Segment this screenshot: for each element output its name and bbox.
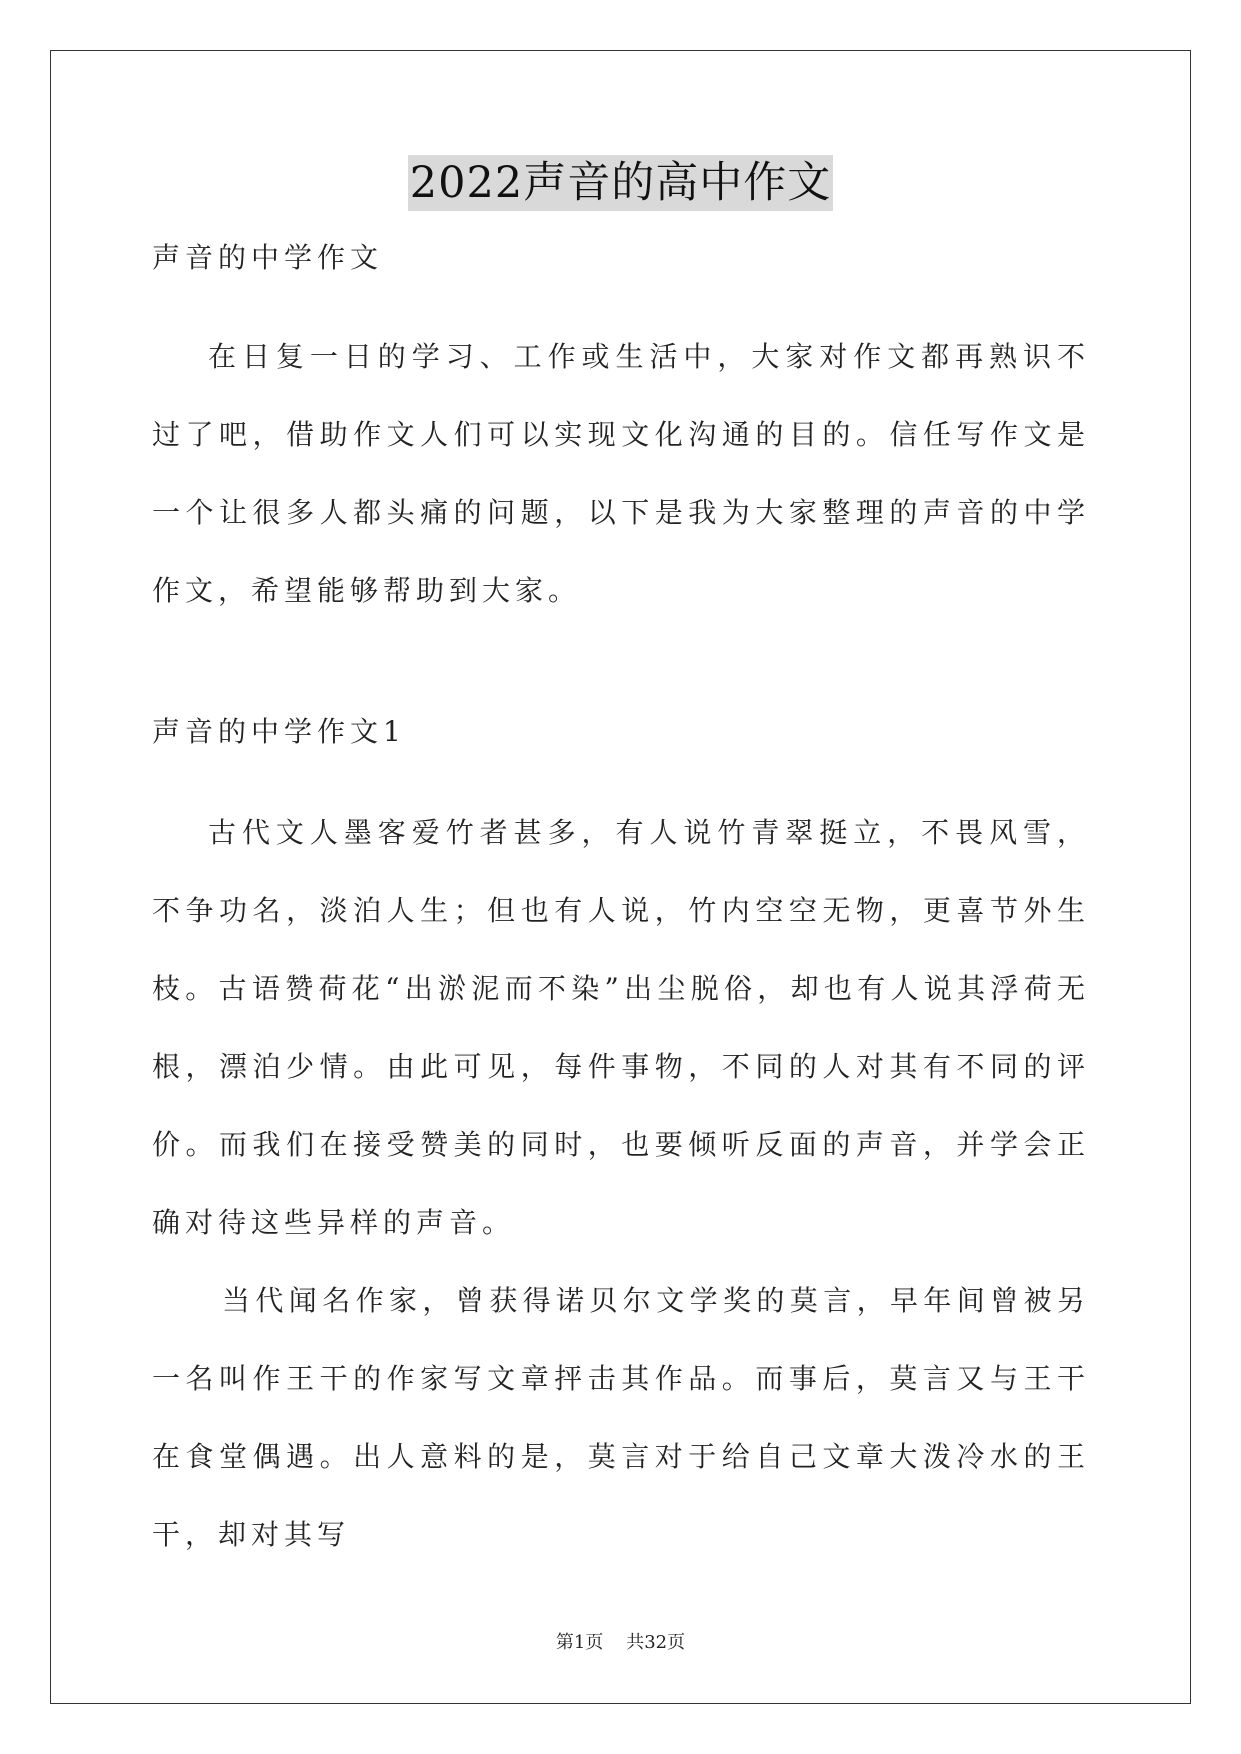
intro-paragraph: 在日复一日的学习、工作或生活中，大家对作文都再熟识不过了吧，借助作文人们可以实现文化沟通的目的。信任写作文是一个让很多人都头痛的问题，以下是我为大家整理的声音的中学作文，希望能够帮助到大家。 [152,340,1090,607]
page-footer [0,1628,1241,1654]
page-total: 共32页 [626,1632,686,1653]
document-title: 2022声音的高中作文 [408,155,833,211]
essay-1-paragraph: 当代闻名作家，曾获得诺贝尔文学奖的莫言，早年间曾被另一名叫作王干的作家写文章抨击其作品。而事后，莫言又与王干在食堂偶遇。出人意料的是，莫言对于给自己文章大泼冷水的王干，却对其写 [152,1284,1090,1551]
title-wrap [0,155,1241,211]
intro-heading: 声音的中学作文 [152,241,384,274]
essay-1-heading: 声音的中学作文1 [152,715,406,748]
document-body [152,238,1090,1574]
essay-1-paragraph: 古代文人墨客爱竹者甚多，有人说竹青翠挺立，不畏风雪，不争功名，淡泊人生；但也有人说，竹内空空无物，更喜节外生枝。古语赞荷花“出淤泥而不染”出尘脱俗，却也有人说其浮荷无根，漂泊少情。由此可见，每件事物，不同的人对其有不同的评价。而我们在接受赞美的同时，也要倾听反面的声音，并学会正确对待这些异样的声音。 [152,816,1090,1239]
page-number: 第1页 [555,1632,604,1653]
